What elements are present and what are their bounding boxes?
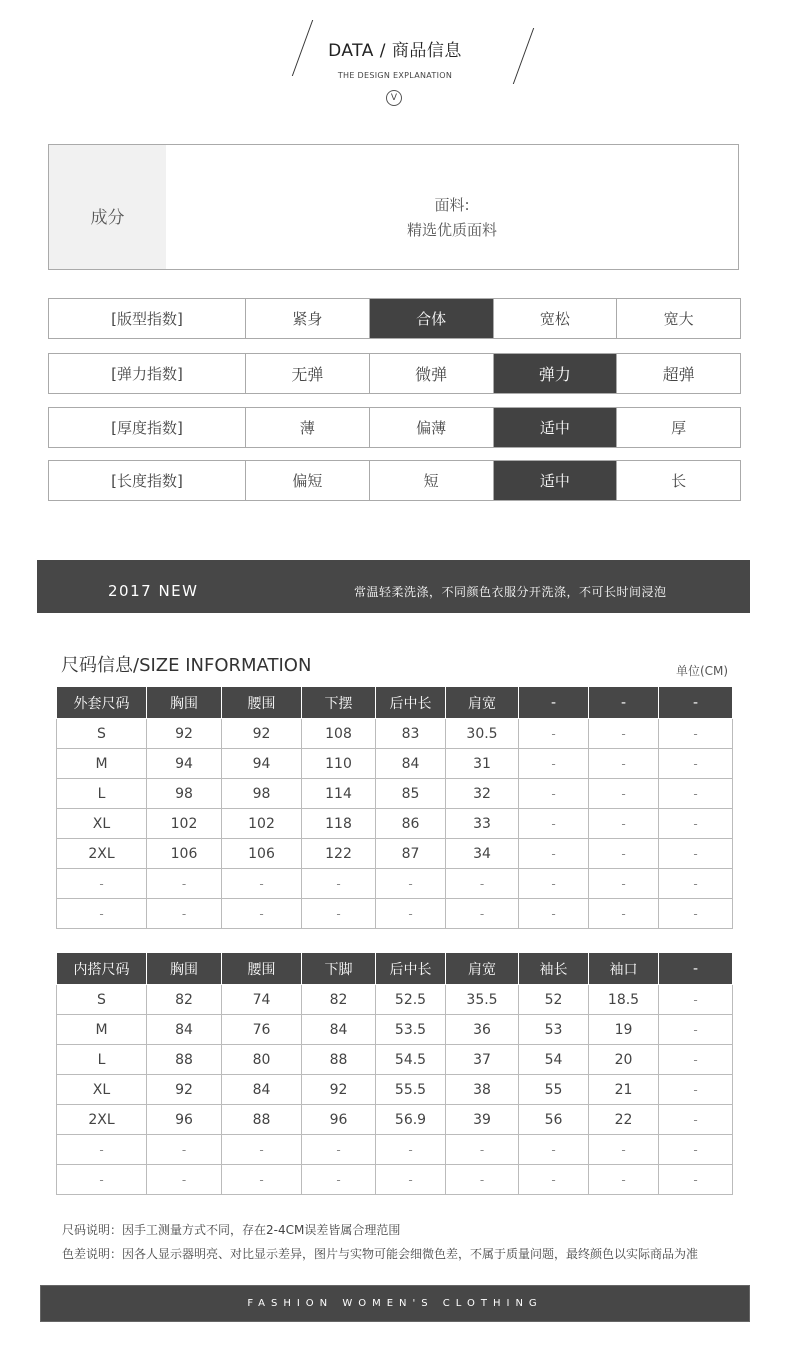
table-cell: - [147,1135,222,1165]
table-cell: - [519,1135,589,1165]
table-header-cell: 后中长 [376,953,446,985]
table-cell: - [519,749,589,779]
table-header-cell: - [659,953,733,985]
index-label: [弹力指数] [111,365,183,383]
table-cell: 84 [302,1015,376,1045]
table-cell: - [446,869,519,899]
table-cell: - [302,899,376,929]
table-cell: 88 [302,1045,376,1075]
table-cell: 85 [376,779,446,809]
table-header-cell: 下摆 [302,687,376,719]
table-cell: 102 [147,809,222,839]
table-row [57,1135,733,1165]
table-header-row [57,953,733,985]
table-cell: - [302,1135,376,1165]
table-cell: 92 [147,719,222,749]
table-cell: - [302,869,376,899]
table-cell: 76 [222,1015,302,1045]
table-cell: 31 [446,749,519,779]
table-header-row [57,687,733,719]
table-cell: 34 [446,839,519,869]
table-cell: 56 [519,1105,589,1135]
table-cell: 118 [302,809,376,839]
table-cell: 52 [519,985,589,1015]
table-cell: 82 [302,985,376,1015]
index-option: 薄 [245,408,369,447]
banner-year-label: 2017 NEW [108,582,199,600]
table-header-cell: - [589,687,659,719]
table-cell: 96 [302,1105,376,1135]
table-cell: 110 [302,749,376,779]
table-cell: - [519,779,589,809]
table-header-cell: 胸围 [147,953,222,985]
index-label: [长度指数] [111,472,183,490]
table-cell: - [659,1165,733,1195]
index-label: [版型指数] [111,310,183,328]
index-option-selected: 适中 [493,461,617,500]
table-cell: 20 [589,1045,659,1075]
table-cell: M [57,749,147,779]
table-cell: - [519,899,589,929]
table-cell: - [446,1165,519,1195]
table-header-cell: 袖口 [589,953,659,985]
table-cell: 55 [519,1075,589,1105]
table-cell: 52.5 [376,985,446,1015]
table-cell: 35.5 [446,985,519,1015]
index-option: 无弹 [245,354,369,393]
banner-care-text: 常温轻柔洗涤，不同颜色衣服分开洗涤，不可长时间浸泡 [354,585,667,599]
table-cell: 33 [446,809,519,839]
table-cell: 88 [222,1105,302,1135]
index-option: 宽松 [493,299,617,338]
table-row [57,985,733,1015]
table-row [57,719,733,749]
table-cell: - [519,809,589,839]
table-row [57,1075,733,1105]
table-cell: 56.9 [376,1105,446,1135]
table-cell: 92 [302,1075,376,1105]
table-header-cell: - [659,687,733,719]
index-option: 紧身 [245,299,369,338]
index-option: 微弹 [369,354,493,393]
table-cell: - [589,839,659,869]
table-header-cell: 腰围 [222,953,302,985]
index-option-selected: 适中 [493,408,617,447]
table-row [57,749,733,779]
index-option: 超弹 [616,354,740,393]
table-cell: - [659,719,733,749]
table-cell: 53.5 [376,1015,446,1045]
table-cell: - [57,869,147,899]
table-cell: 36 [446,1015,519,1045]
table-cell: - [376,1135,446,1165]
table-cell: - [147,1165,222,1195]
table-cell: 18.5 [589,985,659,1015]
table-cell: 92 [222,719,302,749]
table-cell: 106 [222,839,302,869]
table-cell: 102 [222,809,302,839]
care-banner [37,560,750,613]
table-cell: - [519,839,589,869]
index-label: [厚度指数] [111,419,183,437]
table-row [57,1015,733,1045]
table-cell: 37 [446,1045,519,1075]
table-cell: - [589,1165,659,1195]
table-cell: - [659,869,733,899]
table-cell: - [589,749,659,779]
table-row [57,899,733,929]
table-cell: - [519,869,589,899]
table-cell: S [57,985,147,1015]
table-cell: 86 [376,809,446,839]
table-header-cell: 外套尺码 [57,687,147,719]
fabric-value: 精选优质面料 [406,221,497,239]
table-cell: 98 [222,779,302,809]
table-cell: 83 [376,719,446,749]
table-cell: - [446,899,519,929]
color-note: 色差说明：因各人显示器明亮、对比显示差异，图片与实物可能会细微色差，不属于质量问题，最终颜色以实际商品为准 [62,1247,699,1261]
table-cell: 94 [222,749,302,779]
table-cell: S [57,719,147,749]
table-cell: - [659,809,733,839]
index-option: 短 [369,461,493,500]
table-cell: - [57,1165,147,1195]
table-cell: - [659,1105,733,1135]
table-cell: - [446,1135,519,1165]
outer-size-table [56,686,733,929]
table-cell: 2XL [57,1105,147,1135]
fabric-title: 面料: [434,196,470,214]
size-info-title: 尺码信息/SIZE INFORMATION [61,655,312,676]
table-cell: 106 [147,839,222,869]
table-cell: 21 [589,1075,659,1105]
table-cell: - [147,899,222,929]
table-cell: - [147,869,222,899]
index-option: 长 [616,461,740,500]
table-cell: - [589,869,659,899]
table-cell: XL [57,809,147,839]
table-row [57,1165,733,1195]
index-option: 宽大 [616,299,740,338]
table-cell: 2XL [57,839,147,869]
size-unit: 单位(CM) [676,664,729,678]
table-cell: - [57,899,147,929]
table-cell: L [57,1045,147,1075]
footer-banner [40,1285,750,1322]
table-cell: 84 [376,749,446,779]
table-cell: 87 [376,839,446,869]
table-header-cell: 腰围 [222,687,302,719]
table-cell: 54 [519,1045,589,1075]
table-cell: 94 [147,749,222,779]
table-cell: - [589,779,659,809]
table-cell: - [659,839,733,869]
table-header-cell: 肩宽 [446,687,519,719]
table-cell: - [589,809,659,839]
table-header-cell: 肩宽 [446,953,519,985]
table-cell: L [57,779,147,809]
table-cell: - [376,869,446,899]
table-cell: 30.5 [446,719,519,749]
table-cell: - [659,985,733,1015]
page-title: DATA / 商品信息 [328,41,462,61]
table-header-cell: 胸围 [147,687,222,719]
table-cell: 32 [446,779,519,809]
v-circle-icon: V [386,90,402,106]
table-cell: 114 [302,779,376,809]
table-row [57,779,733,809]
table-header-cell: 内搭尺码 [57,953,147,985]
table-cell: - [659,779,733,809]
table-cell: 84 [147,1015,222,1045]
table-cell: 96 [147,1105,222,1135]
table-header-cell: - [519,687,589,719]
table-cell: - [519,1165,589,1195]
table-cell: - [659,899,733,929]
fit-index-row [48,298,741,339]
table-row [57,869,733,899]
table-cell: - [589,1135,659,1165]
index-option: 厚 [616,408,740,447]
table-cell: - [302,1165,376,1195]
table-cell: 80 [222,1045,302,1075]
length-index-row [48,460,741,501]
table-cell: - [659,1015,733,1045]
table-cell: - [659,749,733,779]
table-cell: 74 [222,985,302,1015]
table-row [57,809,733,839]
table-cell: - [376,899,446,929]
composition-label: 成分 [90,208,125,228]
table-cell: 88 [147,1045,222,1075]
table-cell: - [57,1135,147,1165]
table-cell: XL [57,1075,147,1105]
table-cell: 108 [302,719,376,749]
table-cell: - [589,899,659,929]
table-row [57,1105,733,1135]
table-cell: - [659,1075,733,1105]
table-cell: - [659,1135,733,1165]
table-cell: - [519,719,589,749]
table-row [57,1045,733,1075]
table-cell: - [589,719,659,749]
thickness-index-row [48,407,741,448]
page-subtitle: THE DESIGN EXPLANATION [337,71,453,80]
table-row [57,839,733,869]
table-cell: 84 [222,1075,302,1105]
table-cell: - [376,1165,446,1195]
table-cell: 122 [302,839,376,869]
table-header-cell: 后中长 [376,687,446,719]
elasticity-index-row [48,353,741,394]
footer-text: FASHION WOMEN'S CLOTHING [247,1298,543,1309]
composition-box [48,144,739,270]
table-cell: 39 [446,1105,519,1135]
table-cell: - [659,1045,733,1075]
table-cell: 82 [147,985,222,1015]
table-cell: M [57,1015,147,1045]
table-cell: 38 [446,1075,519,1105]
table-cell: - [222,899,302,929]
index-option: 偏薄 [369,408,493,447]
index-option: 偏短 [245,461,369,500]
table-cell: 92 [147,1075,222,1105]
table-cell: 53 [519,1015,589,1045]
table-cell: - [222,1135,302,1165]
table-cell: - [222,869,302,899]
table-cell: 54.5 [376,1045,446,1075]
size-note: 尺码说明：因手工测量方式不同，存在2-4CM误差皆属合理范围 [62,1223,401,1237]
table-header-cell: 下脚 [302,953,376,985]
table-cell: 98 [147,779,222,809]
table-cell: - [222,1165,302,1195]
table-cell: 19 [589,1015,659,1045]
index-option-selected: 合体 [369,299,493,338]
table-cell: 55.5 [376,1075,446,1105]
inner-size-table [56,952,733,1195]
table-cell: 22 [589,1105,659,1135]
table-header-cell: 袖长 [519,953,589,985]
index-option-selected: 弹力 [493,354,617,393]
